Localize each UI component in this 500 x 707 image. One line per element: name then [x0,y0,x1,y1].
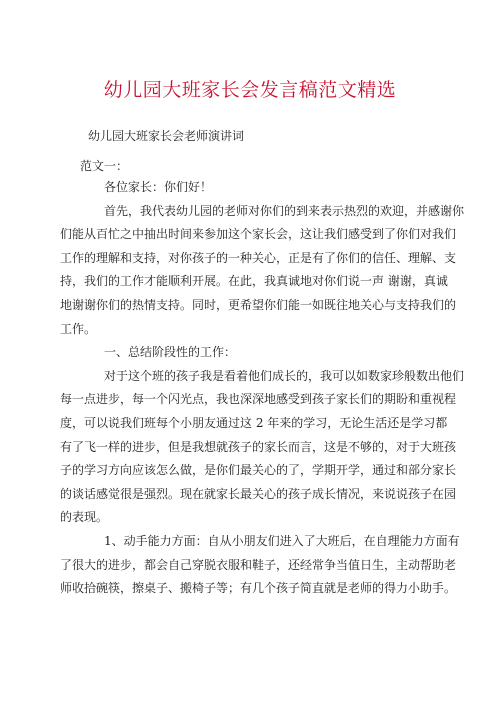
body-line: 各位家长：你们好！ [104,180,213,194]
body-line: 们能从百忙之中抽出时间来参加这个家长会，这让我们感受到了你们对我们 [60,227,457,242]
section-label: 范文一： [80,159,129,173]
body-line: 了很大的进步，都会自己穿脱衣服和鞋子，还经常争当值日生，主动帮助老 [60,557,457,572]
body-line: 持，我们的工作才能顺利开展。在此，我真诚地对你们说一声 谢谢，真诚 [60,274,448,289]
body-line: 一、总结阶段性的工作： [104,345,237,360]
body-line: 对于这个班的孩子我是看着他们成长的，我可以如数家珍般数出他们 [104,368,465,383]
document-title: 幼儿园大班家长会发言稿范文精选 [103,79,397,101]
body-line: 工作。 [60,321,97,336]
body-line: 子的学习方向应该怎么做，是你们最关心的了，学期开学，通过和部分家长 [60,463,457,478]
body-line: 1、动手能力方面：自从小朋友们进入了大班后，在自理能力方面有 [104,534,460,548]
body-line: 师收拾碗筷，擦桌子、搬椅子等；有几个孩子简直就是老师的得力小助手。 [60,581,457,596]
body-line: 工作的理解和支持，对你孩子的一种关心，正是有了你们的信任、理解、支 [60,250,457,265]
body-line: 度，可以说我们班每个小朋友通过这 2 年来的学习，无论生活还是学习都 [60,416,448,430]
body-line: 每一点进步，每一个闪光点，我也深深地感受到孩子家长们的期盼和重视程 [60,392,457,407]
body-line: 首先，我代表幼儿园的老师对你们的到来表示热烈的欢迎，并感谢你 [104,203,465,218]
document-subtitle: 幼儿园大班家长会老师演讲词 [88,129,245,143]
body-line: 的表现。 [60,510,109,525]
body-line: 的谈话感觉很是强烈。现在就家长最关心的孩子成长情况，来说说孩子在园 [60,486,457,501]
body-line: 地谢谢你们的热情支持。同时，更希望你们能一如既往地关心与支持我们的 [60,298,457,312]
body-line: 有了飞一样的进步，但是我想就孩子的家长而言，这是不够的，对于大班孩 [60,439,457,454]
